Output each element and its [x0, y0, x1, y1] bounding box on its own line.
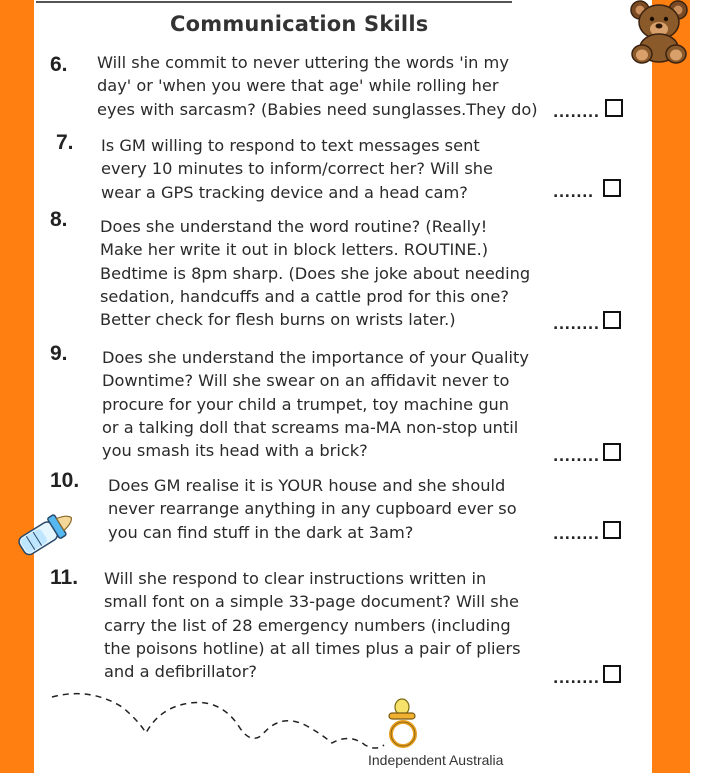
question-line: Bedtime is 8pm sharp. (Does she joke about needing — [100, 263, 531, 283]
question-line: you smash its head with a brick? — [102, 441, 368, 461]
question-line: never rearrange anything in any cupboard ever so — [108, 499, 517, 519]
question-line: Does GM realise it is YOUR house and she should — [108, 476, 506, 495]
question-line: Will she respond to clear instructions written in — [104, 569, 487, 588]
checkbox[interactable] — [603, 179, 621, 197]
question-line: you can find stuff in the dark at 3am? — [108, 522, 414, 542]
checkbox[interactable] — [603, 311, 621, 329]
question-line: eyes with sarcasm? (Babies need sunglasses.They do) — [97, 99, 538, 119]
dot-leader: ........ — [553, 527, 600, 543]
question-number: 10. — [50, 469, 80, 492]
question-number: 11. — [50, 566, 79, 589]
question-line: procure for your child a trumpet, toy machine gun — [102, 394, 510, 414]
dot-leader: ........ — [553, 105, 600, 121]
question-number: 6. — [50, 53, 68, 76]
baby-bottle-icon — [10, 508, 80, 560]
question-line: Better check for flesh burns on wrists later.) — [100, 310, 456, 330]
question-line: Does she understand the word routine? (Really! — [100, 217, 488, 236]
top-rule — [36, 1, 512, 3]
question-line: or a talking doll that screams ma-MA non-stop until — [102, 417, 519, 437]
question-line: Is GM willing to respond to text messages sent — [101, 136, 480, 155]
question-line: Downtime? Will she swear on an affidavit never to — [102, 371, 510, 391]
question-line: small font on a simple 33-page document? Will she — [104, 592, 519, 612]
question-line: the poisons hotline) at all times plus a pair of pliers — [104, 638, 521, 658]
question-line: Does she understand the importance of your Quality — [102, 348, 529, 367]
question-text — [102, 346, 529, 462]
dot-leader: ........ — [553, 317, 600, 333]
question-line: and a defibrillator? — [104, 662, 257, 682]
question-number: 8. — [50, 208, 68, 231]
question-line: day' or 'when you were that age' while rolling her — [97, 76, 499, 96]
question-text — [108, 474, 517, 544]
teddy-bear-icon — [626, 0, 694, 66]
checkbox[interactable] — [603, 443, 621, 461]
dot-leader: ........ — [553, 449, 600, 465]
checkbox[interactable] — [605, 99, 623, 117]
left-orange-stripe — [0, 0, 34, 773]
question-text — [104, 567, 521, 683]
pacifier-icon — [382, 698, 422, 750]
question-line: Make her write it out in block letters. ROUTINE.) — [100, 240, 489, 260]
dot-leader: ........ — [553, 671, 600, 687]
question-text — [97, 51, 538, 121]
question-number: 7. — [56, 131, 74, 154]
dashed-path-decoration — [50, 685, 390, 760]
question-line: sedation, handcuffs and a cattle prod for this one? — [100, 286, 509, 306]
question-line: Will she commit to never uttering the words 'in my — [97, 53, 509, 72]
question-text — [101, 134, 493, 204]
footer-credit: Independent Australia — [368, 752, 504, 768]
checkbox[interactable] — [603, 521, 621, 539]
question-text — [100, 215, 530, 331]
page-title: Communication Skills — [170, 12, 429, 36]
question-line: every 10 minutes to inform/correct her? Will she — [101, 159, 494, 179]
question-number: 9. — [50, 342, 68, 365]
checkbox[interactable] — [603, 665, 621, 683]
question-line: carry the list of 28 emergency numbers (including — [104, 615, 511, 635]
dot-leader: ....... — [553, 185, 594, 201]
question-line: wear a GPS tracking device and a head cam? — [101, 182, 468, 202]
right-orange-stripe — [652, 0, 690, 773]
